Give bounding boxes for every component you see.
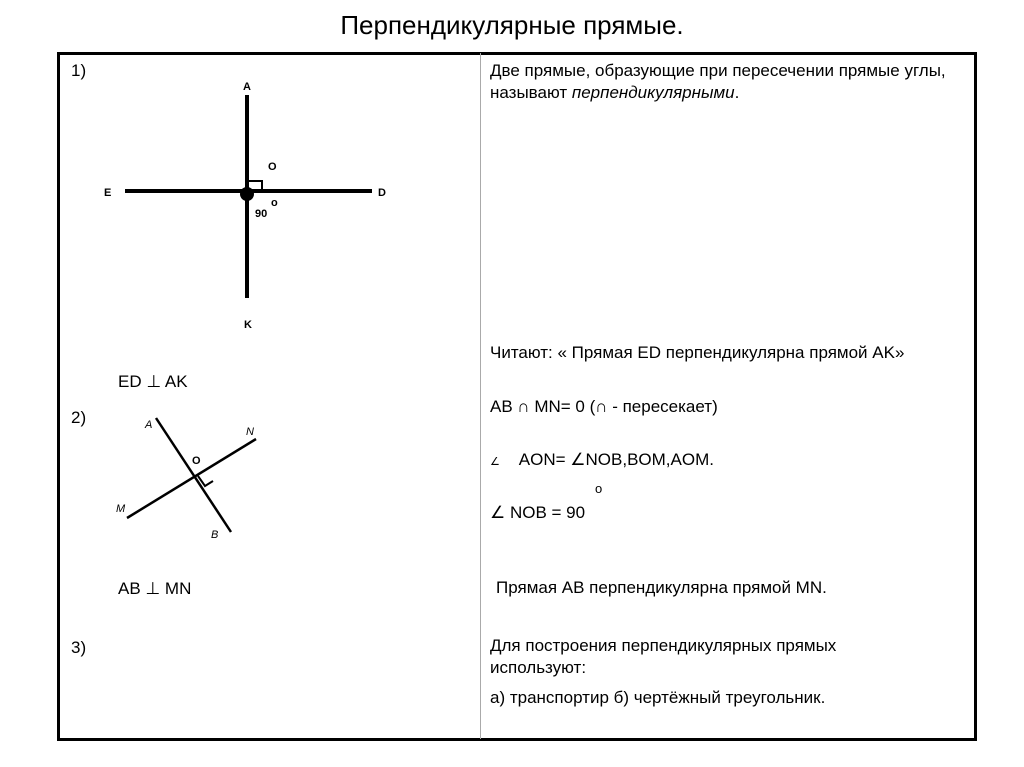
construction-text: Для построения перпендикулярных прямых используют:: [490, 636, 837, 677]
definition-term: перпендикулярными: [571, 83, 735, 102]
label-o2: O: [192, 455, 201, 467]
notation-ed-perp-ak: ED ⊥ AK: [118, 372, 188, 391]
reading-text: Читают: « Прямая ED перпендикулярна прямой AK»: [490, 343, 905, 362]
item-number-3: 3): [71, 638, 87, 657]
angle-symbol: ∠: [490, 456, 500, 468]
notation-ab-perp-mn: AB ⊥ MN: [118, 579, 192, 598]
label-a: A: [243, 81, 251, 93]
label-d: D: [378, 187, 386, 199]
label-k: K: [244, 319, 252, 331]
label-b: B: [211, 529, 219, 541]
page-title: Перпендикулярные прямые.: [340, 10, 684, 40]
degree-mark: o: [595, 481, 603, 496]
intersection-text: AB ∩ MN= 0 (∩ - пересекает): [490, 397, 718, 416]
definition-text: Две прямые, образующие при пересечении прямые углы, называют перпендикулярными.: [490, 61, 946, 102]
label-o: O: [268, 161, 277, 173]
line-mn: [127, 439, 256, 518]
tools-text: а) транспортир б) чертёжный треугольник.: [490, 688, 826, 707]
label-e: E: [104, 187, 112, 199]
label-n: N: [246, 426, 254, 438]
nob-text: ∠ NOB = 90: [490, 503, 586, 522]
label-90: 90: [255, 208, 268, 220]
item-number-2: 2): [71, 408, 87, 427]
line-ab: [156, 418, 231, 532]
label-degree: o: [271, 197, 278, 209]
label-a2: A: [145, 419, 153, 431]
item-number-1: 1): [71, 61, 87, 80]
label-m: M: [116, 503, 126, 515]
angles-text: ∠ AON= ∠NOB,BOM,AOM.: [490, 450, 714, 469]
ab-mn-text: Прямая AB перпендикулярна прямой MN.: [496, 578, 827, 597]
